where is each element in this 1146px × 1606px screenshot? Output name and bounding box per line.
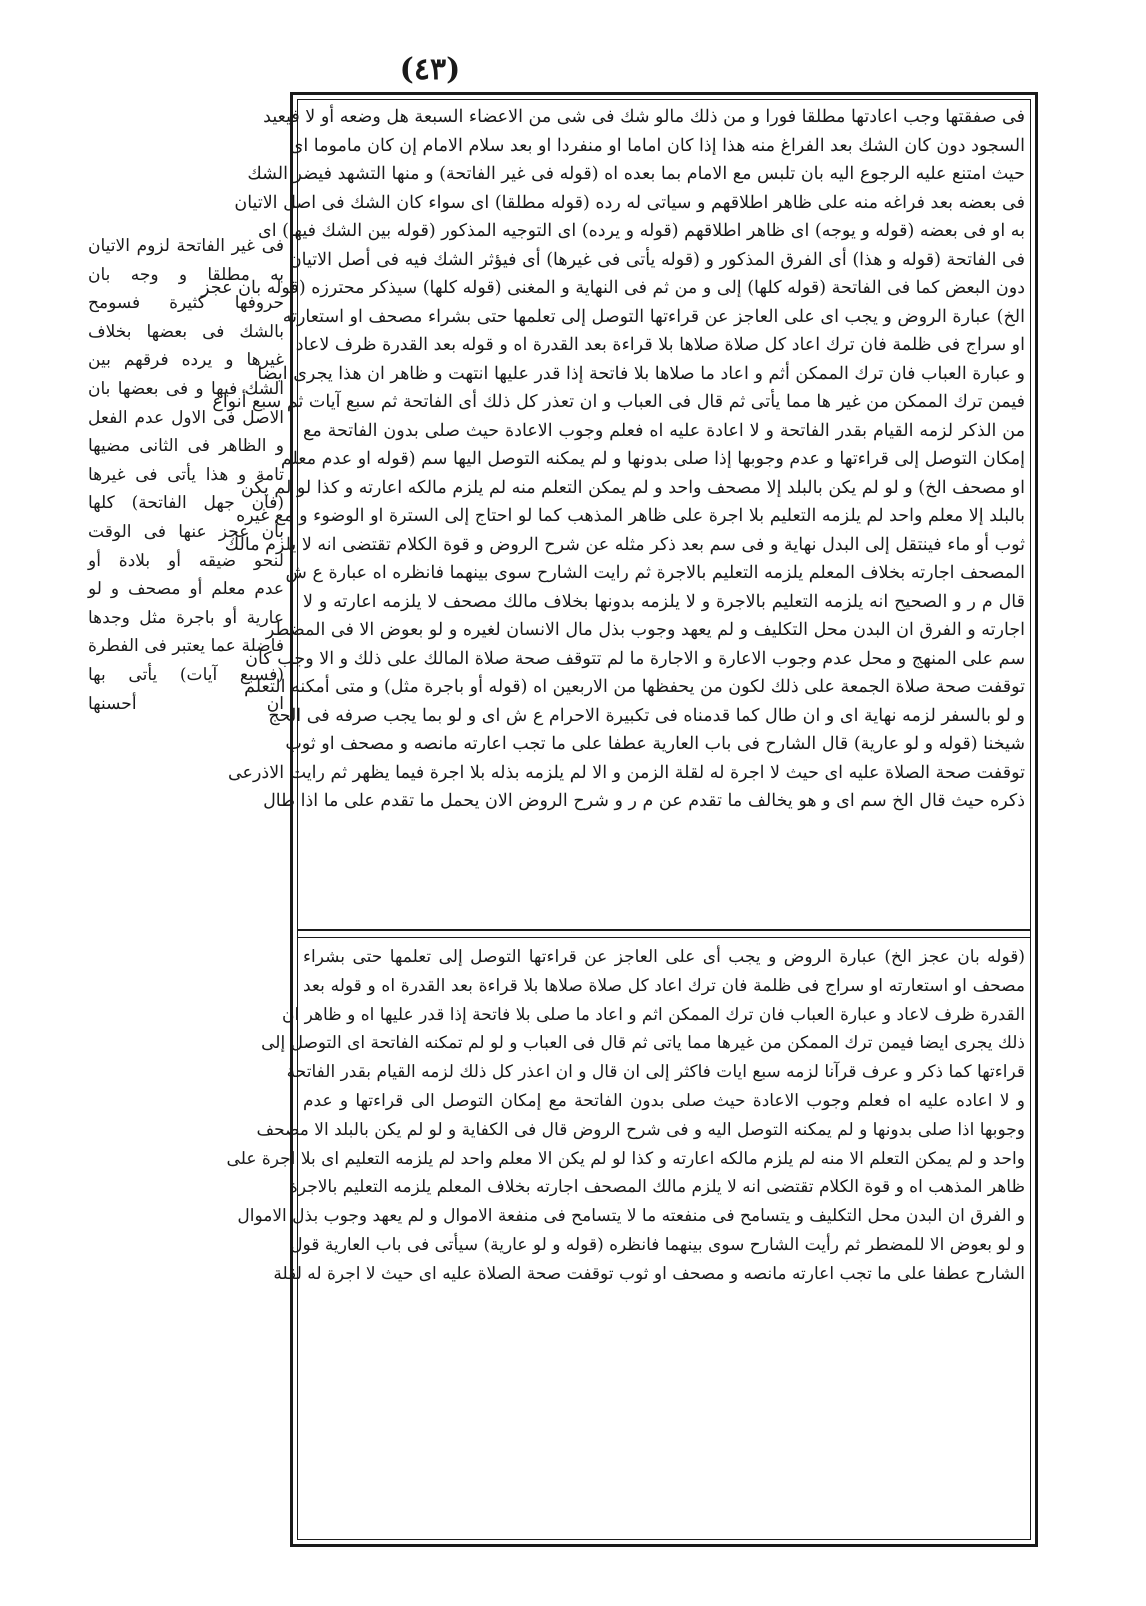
- upper-text-line: توقفت صحة الصلاة عليه اى حيث لا اجرة له لقلة الزمن و الا لم يلزمه بذله بلا اجرة فيما يظهر ثم رايت الاذرعى: [227, 762, 1025, 783]
- side-note-line: عدم معلم أو مصحف و لو: [88, 579, 284, 600]
- upper-text-line: شيخنا (قوله و لو عارية) قال الشارح فى باب العارية عطفا على ما تجب اعارته مانصه و مصحف او ثوب: [285, 734, 1025, 754]
- side-note-line: به مطلقا و وجه بان: [88, 264, 284, 285]
- lower-text-line: القدرة ظرف لاعاد و عبارة العباب فان ترك الممكن اثم و اعاد ما صلى بلا فاتحة إذا قدر عليها اه و ظاهر ان: [282, 1004, 1025, 1025]
- side-note-line: عارية أو باجرة مثل وجدها: [88, 607, 284, 628]
- section-separator: [297, 929, 1031, 938]
- side-note-line: غيرها و يرده فرقهم بين: [88, 350, 284, 371]
- upper-text-line: حيث امتنع عليه الرجوع اليه بان تلبس مع الامام بما بعده اه (قوله فى غير الفاتحة) و منها التشهد فيضر الشك: [247, 164, 1025, 184]
- upper-text-line: سم على المنهج و محل عدم وجوب الاعارة و الاجارة ما لم تتوقف صحة صلاة المالك على ذلك و الا وجب كان: [245, 648, 1025, 669]
- lower-text-line: و لو بعوض الا للمضطر ثم رأيت الشارح سوى بينهما فانظره (قوله و لو عارية) سيأتى فى باب العارية قول: [290, 1234, 1025, 1255]
- side-note-line: الاصل فى الاول عدم الفعل: [88, 407, 284, 428]
- lower-text-line: مصحف او استعارته او سراج فى ظلمة فان ترك اعاد كل صلاة صلاها بلا قراءة بعد القدرة اه و قوله بعد: [303, 975, 1025, 996]
- side-note-line: تامة و هذا يأتى فى غيرها: [88, 464, 284, 485]
- upper-text-line: الخ) عبارة الروض و يجب اى على العاجز عن قراءتها التوصل إلى تعلمها حتى بشراء مصحف او استعارته: [282, 306, 1025, 327]
- text-frame: [201, 92, 1038, 1547]
- side-note-line: بالشك فى بعضها بخلاف: [88, 321, 284, 342]
- upper-text-line: و عبارة العباب فان ترك الممكن أثم و اعاد ما صلاها بلا فاتحة إذا قدر عليها انتهت و ظاهر ان هذا يجرى ايضا: [257, 363, 1025, 384]
- upper-text-line: بالبلد إلا معلم واحد لم يلزمه التعليم بلا اجرة على ظاهر المذهب كما لو احتاج إلى السترة او الوضوء و مع غيره: [236, 506, 1025, 526]
- upper-text-line: دون البعض كما فى الفاتحة (قوله كلها) إلى و من ثم فى النهاية و المغنى (قوله كلها) سيذكر محترزه (قوله بان عجز: [201, 278, 1025, 298]
- upper-text-line: قال م ر و الصحيح انه يلزمه التعليم بالاجرة و لا يلزمه بدونها بخلاف مالك مصحف لا يلزمه اعارته و لا: [303, 591, 1025, 612]
- side-note-line: و الظاهر فى الثانى مضيها: [88, 436, 284, 457]
- lower-text-line: الشارح عطفا على ما تجب اعارته مانصه و مصحف او ثوب توقفت صحة الصلاة عليه اى حيث لا اجرة له لقلة: [273, 1263, 1025, 1284]
- upper-text-line: من الذكر لزمه القيام بقدر الفاتحة و لا اعادة عليه اه فعلم وجوب الاعادة حيث صلى بدون الفاتحة مع: [303, 420, 1025, 441]
- side-note-line: الشك فيها و فى بعضها بان: [88, 378, 284, 399]
- upper-text-line: او سراج فى ظلمة فان ترك اعاد كل صلاة صلاها بلا قراءة بعد القدرة اه و قوله بعد القدرة ظرف لاعاد: [295, 335, 1025, 355]
- lower-text-line: و الفرق ان البدن محل التكليف و يتسامح فى منفعته ما لا يتسامح فى منفعة الاموال و لم يعهد وجوب بذل الاموال: [237, 1206, 1025, 1227]
- lower-commentary: [226, 943, 1025, 1535]
- side-note-line: حروفها كثيرة فسومح: [88, 293, 284, 314]
- upper-text-line: إمكان التوصل إلى قراءتها و عدم وجوبها إذا صلى بدونها و لم يمكنه التوصل اليها سم (قوله او عدم معلم: [280, 449, 1025, 469]
- upper-text-line: فى الفاتحة (قوله و هذا) أى الفرق المذكور و (قوله يأتى فى غيرها) أى فيؤثر الشك فيه فى أصل الاتيان: [288, 249, 1025, 270]
- page-number: (٤٣): [399, 52, 461, 87]
- side-note-line: (فان جهل الفاتحة) كلها: [88, 493, 284, 514]
- upper-commentary: [201, 103, 1025, 923]
- side-note-line: فى غير الفاتحة لزوم الاتيان: [88, 236, 284, 256]
- lower-text-line: ظاهر المذهب اه و قوة الكلام تقتضى انه لا يلزم مالك المصحف اجارته بخلاف المعلم يلزمه التعليم بالاجرة: [288, 1177, 1025, 1198]
- side-note-line: ان أحسنها: [88, 693, 284, 714]
- lower-text-line: وجوبها اذا صلى بدونها و لم يمكنه التوصل اليه و فى شرح الروض قال فى الكفاية و لو لم يكن بالبلد الا مصحف: [256, 1119, 1025, 1140]
- lower-text-line: واحد و لم يمكن التعلم الا منه لم يلزم مالكه اعارته و كذا لو لم يكن الا معلم واحد لم يلزمه التعليم اى بلا اجرة على: [226, 1148, 1025, 1169]
- upper-text-line: المصحف اجارته بخلاف المعلم يلزمه التعليم بالاجرة ثم رايت الشارح سوى بينهما فانظره اه عبارة ع ش: [285, 563, 1025, 583]
- upper-text-line: ثوب أو ماء فينتقل إلى البدل نهاية و فى سم بعد ذكر مثله عن شرح الروض و قوة الكلام تقتضى انه لا يلزم مالك: [224, 534, 1025, 555]
- side-note-line: لنحو ضيقه أو بلادة أو: [88, 550, 284, 571]
- upper-text-line: توقفت صحة صلاة الجمعة على ذلك لكون من يحفظها من الاربعين اه (قوله أو باجرة مثل) و متى أمكنه التعلم: [244, 677, 1025, 697]
- upper-text-line: او مصحف الخ) و لو لم يكن بالبلد إلا مصحف واحد و لم يمكن التعلم منه لم يلزم مالكه اعارته و كذا لو لم يكن: [240, 477, 1025, 498]
- lower-text-line: و لا اعاده عليه اه فعلم وجوب الاعادة حيث صلى بدون الفاتحة مع إمكان التوصل الى قراءتها و عدم: [303, 1090, 1025, 1111]
- lower-text-line: قراءتها كما ذكر و عرف قرآنا لزمه سبع ايات فاكثر إلى ان قال و ان اعذر كل ذلك لزمه القيام بقدر الفاتحة: [286, 1062, 1025, 1083]
- upper-text-line: السجود دون كان الشك بعد الفراغ منه هذا إذا كان اماما او منفردا او بعد سلام الامام إن كان ماموما اى: [289, 135, 1025, 156]
- side-note-line: فاضلة عما يعتبر فى الفطرة: [88, 636, 284, 657]
- upper-text-line: فى بعضه بعد فراغه منه على ظاهر اطلاقهم و سياتى له رده (قوله مطلقا) اى سواء كان الشك فى اصل الاتيان: [234, 192, 1025, 213]
- upper-text-line: به او فى بعضه (قوله و يوجه) اى ظاهر اطلاقهم (قوله و يرده) اى التوجيه المذكور (قوله بين الشك فيها) اى: [258, 221, 1025, 241]
- upper-text-line: ذكره حيث قال الخ سم اى و هو يخالف ما تقدم عن م ر و شرح الروض الان يحمل ما تقدم على ما اذا طال: [263, 791, 1025, 811]
- lower-text-line: (قوله بان عجز الخ) عبارة الروض و يجب أى على العاجز عن قراءتها التوصل إلى تعلمها حتى بشراء: [303, 947, 1025, 967]
- side-note-line: بأن عجز عنها فى الوقت: [88, 521, 284, 542]
- upper-text-line: اجارته و الفرق ان البدن محل التكليف و لم يعهد وجوب بذل مال الانسان لغيره و لو بعوض الا فى المضطر: [265, 620, 1025, 640]
- upper-text-line: فى صفقتها وجب اعادتها مطلقا فورا و من ذلك مالو شك فى شى من الاعضاء السبعة هل وضعه أو لا فيعيد: [263, 107, 1025, 127]
- upper-text-line: فيمن ترك الممكن من غير ها مما يأتى ثم قال فى العباب و ان تعذر كل ذلك أى الفاتحة ثم سبع آيات ثم سبع أنواع: [212, 392, 1025, 412]
- lower-text-line: ذلك يجرى ايضا فيمن ترك الممكن من غيرها مما ياتى ثم قال فى العباب و لو لم تمكنه الفاتحة اى التوصل إلى: [261, 1033, 1025, 1054]
- upper-text-line: و لو بالسفر لزمه نهاية اى و ان طال كما قدمناه فى تكبيرة الاحرام ع ش اى و لو بما يجب صرفه فى الحج: [268, 705, 1025, 726]
- side-note-line: (فسبع آيات) يأتى بها: [88, 664, 284, 685]
